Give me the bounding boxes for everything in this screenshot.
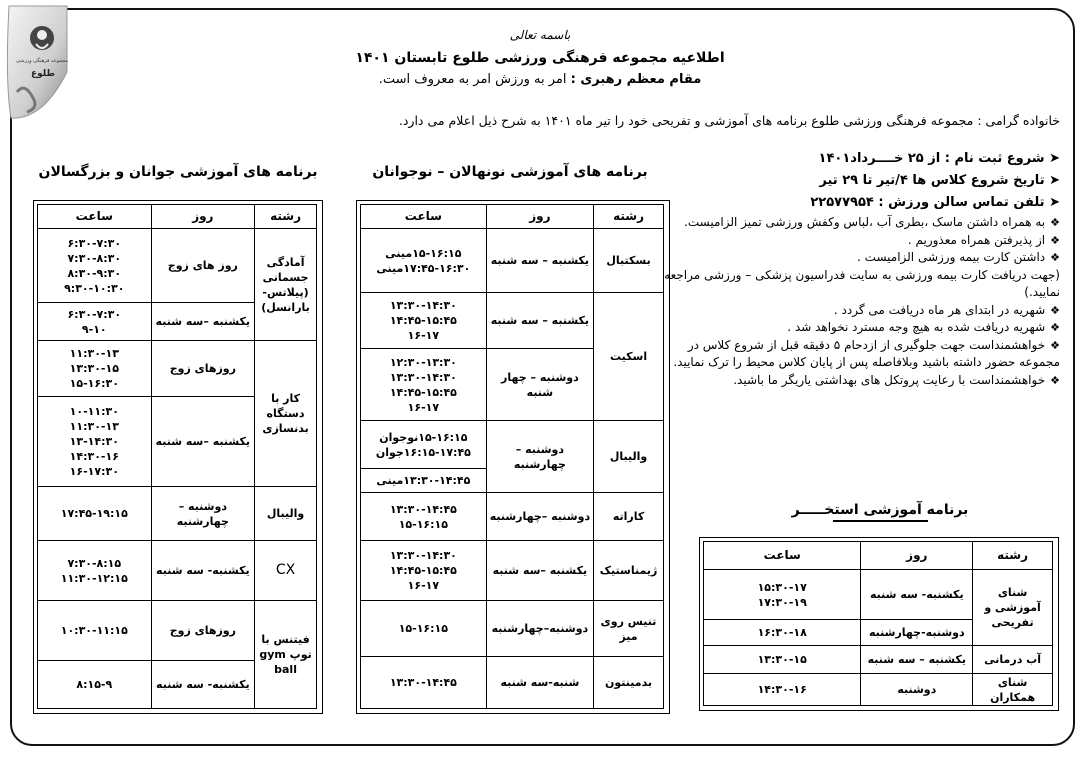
basmala: باسمه تعالی	[509, 28, 571, 42]
header-field: رشته	[973, 542, 1053, 570]
time-cell: ۶:۳۰-۷:۳۰ ۹-۱۰	[38, 303, 152, 341]
time-cell: ۱۳:۳۰-۱۴:۳۰ ۱۴:۴۵-۱۵:۴۵ ۱۶-۱۷	[361, 541, 487, 601]
day-cell: شنبه-سه شنبه	[486, 657, 593, 709]
teens-caption: برنامه های آموزشی نونهالان – نوجوانان	[372, 164, 648, 180]
time-cell: ۱۱:۳۰-۱۳ ۱۳:۳۰-۱۵ ۱۵-۱۶:۳۰	[38, 341, 152, 397]
svg-text:مجموعه فرهنگی ورزشی: مجموعه فرهنگی ورزشی	[15, 58, 69, 64]
class-cx: CX	[255, 541, 317, 601]
time-cell: ۱۲:۳۰-۱۳:۳۰ ۱۳:۳۰-۱۴:۳۰ ۱۴:۴۵-۱۵:۴۵ ۱۶-۱۷	[361, 349, 487, 421]
day-cell: دوشنبه–چهارشنبه	[486, 601, 593, 657]
day-cell: یکشنبه –سه شنبه	[486, 541, 593, 601]
phone-number: ➤ تلفن تماس سالن ورزش : ۲۲۵۷۷۹۵۴	[810, 195, 1060, 210]
rule-item: ❖خواهشمنداست جهت جلوگیری از ازدحام ۵ دقیقه قبل از شروع کلاس در مجموعه حضور داشته باشید وبلافاصله پس از پایان کلاس محیط را ترک نمایید.	[673, 337, 1060, 369]
day-cell: یکشنبه – سه شنبه	[861, 646, 973, 674]
day-cell: دوشنبه – چهارشنبه	[151, 487, 255, 541]
class-fitness: فیتنس با توپ gym ball	[255, 601, 317, 709]
info-list	[660, 148, 1060, 389]
class-gymnastics: ژیمناستیک	[594, 541, 664, 601]
time-cell: ۱۰-۱۱:۳۰ ۱۱:۳۰-۱۳ ۱۳-۱۴:۳۰ ۱۴:۳۰-۱۶ ۱۶-۱۷:۳۰	[38, 397, 152, 487]
day-cell: یکشنبه –سه شنبه	[151, 303, 255, 341]
time-cell: ۱۳:۳۰-۱۴:۴۵ ۱۵-۱۶:۱۵	[361, 493, 487, 541]
quote-text: امر به ورزش امر به معروف است.	[378, 72, 567, 87]
class-skate: اسکیت	[594, 293, 664, 421]
rule-item: ❖شهریه در ابتدای هر ماه دریافت می گردد .	[833, 302, 1060, 317]
time-cell: ۱۰:۳۰-۱۱:۱۵	[38, 601, 152, 661]
class-badminton: بدمینتون	[594, 657, 664, 709]
day-cell: یکشنبه- سه شنبه	[151, 541, 255, 601]
time-cell: ۱۳:۳۰-۱۵	[704, 646, 861, 674]
time-cell: ۱۳:۳۰-۱۴:۴۵	[361, 657, 487, 709]
time-cell: ۱۵-۱۶:۱۵نوجوان ۱۶:۱۵-۱۷:۴۵جوان	[361, 421, 487, 469]
time-cell: ۱۵:۳۰-۱۷ ۱۷:۳۰-۱۹	[704, 570, 861, 620]
class-basketball: بسکتبال	[594, 229, 664, 293]
time-cell: ۱۴:۳۰-۱۶	[704, 674, 861, 706]
class-swimming: شنای آموزشی و تفریحی	[973, 570, 1053, 646]
day-cell: دوشنبه	[861, 674, 973, 706]
rule-item: ❖شهریه دریافت شده به هیچ وجه مسترد نخواهد شد .	[787, 320, 1060, 334]
day-cell: یکشنبه – سه شنبه	[486, 293, 593, 349]
day-cell: یکشنبه –سه شنبه	[151, 397, 255, 487]
time-cell: ۶:۳۰-۷:۳۰ ۷:۳۰-۸:۳۰ ۸:۳۰-۹:۳۰ ۹:۳۰-۱۰:۳۰	[38, 229, 152, 303]
header-time: ساعت	[361, 205, 487, 229]
day-cell: دوشنبه –چهارشنبه	[486, 493, 593, 541]
time-cell: ۱۳:۳۰-۱۴:۳۰ ۱۴:۴۵-۱۵:۴۵ ۱۶-۱۷	[361, 293, 487, 349]
time-cell: ۷:۳۰-۸:۱۵ ۱۱:۳۰-۱۲:۱۵	[38, 541, 152, 601]
class-karate: کاراته	[594, 493, 664, 541]
class-start-date: ➤ تاریخ شروع کلاس ها ۴/تیر تا ۲۹ تیر	[819, 173, 1060, 188]
class-colleagues-swim: شنای همکاران	[973, 674, 1053, 706]
day-cell: روز های زوج	[151, 229, 255, 303]
time-cell: ۱۵-۱۶:۱۵مینی ۱۷:۴۵-۱۶:۳۰مینی	[361, 229, 487, 293]
teens-table	[360, 204, 664, 709]
day-cell: روزهای زوج	[151, 601, 255, 661]
day-cell: دوشنبه – چهار شنبه	[486, 349, 593, 421]
time-cell: ۱۵-۱۶:۱۵	[361, 601, 487, 657]
time-cell: ۱۶:۳۰-۱۸	[704, 620, 861, 646]
leader-quote	[0, 72, 1080, 87]
rule-note: (جهت دریافت کارت بیمه ورزشی به سایت فدراسیون پزشکی – ورزشی مراجعه نمایید.)	[664, 267, 1060, 299]
registration-date: ➤ شروع ثبت نام : از ۲۵ خــــرداد۱۴۰۱	[818, 151, 1060, 166]
header-day: روز	[861, 542, 973, 570]
day-cell: روزهای زوج	[151, 341, 255, 397]
header-day: روز	[486, 205, 593, 229]
time-cell: ۸:۱۵-۹	[38, 661, 152, 709]
rule-item: ❖از پذیرفتن همراه معذوریم .	[907, 232, 1060, 247]
day-cell: دوشنبه – چهارشنبه	[486, 421, 593, 493]
quote-label: مقام معظم رهبری :	[570, 72, 702, 87]
rule-item: ❖داشتن کارت بیمه ورزشی الزامیست .	[857, 250, 1060, 264]
class-hydrotherapy: آب درمانی	[973, 646, 1053, 674]
svg-text:طلوع: طلوع	[31, 69, 55, 79]
day-cell: دوشنبه-چهارشنبه	[861, 620, 973, 646]
time-cell: ۱۳:۳۰-۱۴:۴۵مینی	[361, 469, 487, 493]
adults-caption: برنامه های آموزشی جوانان و بزرگسالان	[38, 164, 318, 180]
adults-table	[37, 204, 317, 709]
rule-item: ❖خواهشمنداست با رعایت پروتکل های بهداشتی یاریگر ما باشید.	[733, 372, 1060, 387]
header-field: رشته	[255, 205, 317, 229]
header-time: ساعت	[38, 205, 152, 229]
day-cell: یکشنبه- سه شنبه	[861, 570, 973, 620]
class-machine: کار با دستگاه بدنسازی	[255, 341, 317, 487]
pool-table	[703, 541, 1053, 706]
pool-caption: برنامه آموزشی استخـــــر	[700, 502, 1060, 522]
header-day: روز	[151, 205, 255, 229]
time-cell: ۱۷:۴۵-۱۹:۱۵	[38, 487, 152, 541]
class-volleyball: والیبال	[255, 487, 317, 541]
class-volleyball: والیبال	[594, 421, 664, 493]
day-cell: یکشنبه- سه شنبه	[151, 661, 255, 709]
header-time: ساعت	[704, 542, 861, 570]
rule-item: ❖به همراه داشتن ماسک ،بطری آب ،لباس وکفش ورزشی تمیز الزامیست.	[684, 215, 1060, 229]
day-cell: یکشنبه – سه شنبه	[486, 229, 593, 293]
class-aerobic: آمادگی جسمانی (پیلاتس-بارانسل)	[255, 229, 317, 341]
header-field: رشته	[594, 205, 664, 229]
page-title: اطلاعیه مجموعه فرهنگی ورزشی طلوع تابستان ۱۴۰۱	[355, 50, 725, 66]
intro-text: خانواده گرامی : مجموعه فرهنگی ورزشی طلوع برنامه های آموزشی و تفریحی خود را تیر ماه ۱۴۰۱ به شرح ذیل اعلام می دارد.	[398, 113, 1060, 128]
class-table-tennis: تنیس روی میز	[594, 601, 664, 657]
